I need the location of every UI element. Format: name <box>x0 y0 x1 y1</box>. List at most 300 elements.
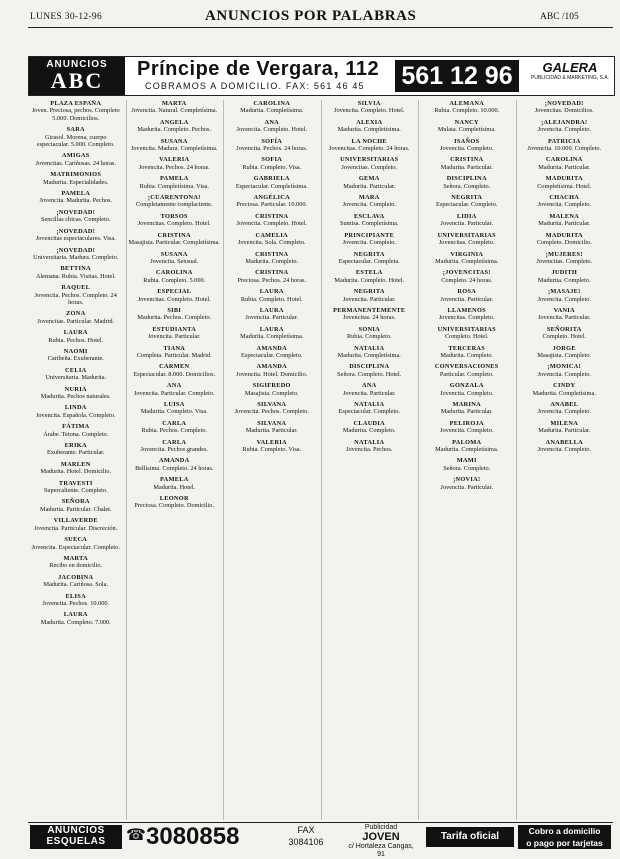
ad-heading: ¡ALEJANDRA! <box>541 118 588 126</box>
ad-body: Jovencita. Pechos. Completo. <box>234 408 309 416</box>
ad-heading: SEÑORA <box>61 498 90 506</box>
classified-ad <box>226 326 318 341</box>
galera-logo: GALERA PUBLICIDAD & MARKETING, S.A. <box>530 60 610 81</box>
ad-body: Madurita. Hotel. <box>153 483 196 491</box>
ad-body: Jovencitas. Particular. Madrid. <box>37 317 115 325</box>
classified-ad <box>226 156 318 171</box>
ad-body: Rubia. Completo. Visa. <box>242 163 302 171</box>
classified-ad <box>421 232 513 247</box>
classified-ad <box>324 439 416 454</box>
ad-body: Joven. Preciosa, pechos. Completo 5.000. Domicilios. <box>31 107 120 122</box>
classified-ad <box>30 461 122 476</box>
ad-heading: SOFÍA <box>261 137 283 145</box>
ad-body: Madurita. Particular. <box>343 182 396 190</box>
ad-heading: MARTA <box>63 554 89 562</box>
ad-heading: NEGRITA <box>451 194 483 202</box>
ad-body: Jovencitas. Completo. <box>341 163 398 171</box>
ad-body: Jovencitas. Completo. <box>438 314 495 322</box>
ad-heading: ¡NOVEDAD! <box>544 100 584 107</box>
classified-ad <box>421 457 513 472</box>
classified-ad <box>129 194 221 209</box>
ad-heading: PATRICIA <box>547 137 581 145</box>
classified-ad <box>30 536 122 551</box>
classified-ad <box>226 345 318 360</box>
classified-ad <box>519 138 611 153</box>
ad-heading: ESTELA <box>355 269 383 277</box>
classified-ad <box>421 194 513 209</box>
ad-column <box>516 100 613 820</box>
ad-body: Completo. Hotel. <box>444 333 489 341</box>
ad-heading: VILLAVERDE <box>53 517 98 525</box>
ad-heading: NATALIA <box>354 344 385 352</box>
ad-body: Madurita. Completísima. <box>337 126 401 134</box>
ad-body: Madurita. Completísima. <box>240 333 304 341</box>
ad-heading: TRAVESTI <box>58 479 93 487</box>
ad-heading: SIBI <box>167 306 182 314</box>
classified-ad <box>519 420 611 435</box>
ad-column <box>126 100 223 820</box>
classified-ad <box>421 175 513 190</box>
classified-ad <box>129 288 221 303</box>
ad-heading: CARLA <box>162 419 187 427</box>
ad-body: Jovencita. Particular. <box>440 220 494 228</box>
classified-ad <box>421 363 513 378</box>
ad-body: Jovencitas. Completo. 24 horas. <box>329 145 410 153</box>
ad-body: Señora. Completo. <box>443 182 491 190</box>
classified-ad <box>226 288 318 303</box>
ad-heading: MARINA <box>452 401 481 408</box>
ad-heading: CONVERSACIONES <box>434 363 499 371</box>
classified-ad <box>129 138 221 153</box>
telephone-icon: ☎ <box>126 827 146 844</box>
ad-heading: UNIVERSITARIAS <box>340 156 399 164</box>
classified-ad <box>30 611 122 626</box>
ad-body: Rubia. Completo. Hotel. <box>240 295 303 303</box>
classified-ad <box>519 382 611 397</box>
classified-ad <box>226 420 318 435</box>
classified-ad <box>324 401 416 416</box>
page-header <box>0 0 620 30</box>
ad-body: Completo. Hotel. <box>542 333 587 341</box>
ad-heading: ZONA <box>66 310 86 318</box>
classified-ad <box>129 476 221 491</box>
ad-body: Madurita. Completísima. <box>532 389 596 397</box>
ad-heading: LAURA <box>259 306 284 314</box>
ad-heading: SILVANA <box>257 401 287 408</box>
ad-body: Jovencita. Pechos. Completo. 24 horas. <box>34 291 117 306</box>
classified-ad <box>30 404 122 419</box>
ad-heading: UNIVERSITARIAS <box>437 325 496 333</box>
classified-ad <box>421 213 513 228</box>
esquelas-box: ANUNCIOS ESQUELAS <box>30 825 122 849</box>
ad-body: Madurita. Especialidades. <box>43 178 109 186</box>
ad-heading: BETTINA <box>60 265 91 273</box>
classified-ad <box>519 119 611 134</box>
classified-ad <box>129 495 221 510</box>
ad-body: Madurita. Completo. <box>342 427 396 435</box>
ad-body: Preciosa. Completo. Domicilio. <box>134 502 215 510</box>
classified-ad <box>129 307 221 322</box>
ad-body: Jovencita. Completo. <box>342 239 396 247</box>
ad-body: Jovencitas. 24 horas. <box>343 314 396 322</box>
ad-body: Jovencita. Pechos. 24 horas. <box>138 163 210 171</box>
ad-heading: PAMELA <box>159 476 189 484</box>
ad-heading: ¡CUARENTONA! <box>147 194 201 202</box>
ad-body: Madurita. Completo. Visa. <box>140 408 208 416</box>
classified-ad <box>30 126 122 148</box>
classified-ad <box>30 367 122 382</box>
ad-heading: LEONOR <box>159 495 189 503</box>
ad-body: Jovencita. Hotel. Domicilio. <box>236 370 308 378</box>
classified-ad <box>519 288 611 303</box>
ad-body: Rubia. Completo. Visa. <box>242 446 302 454</box>
page-number: ABC /105 <box>540 12 579 22</box>
ad-heading: CRISTINA <box>255 269 289 277</box>
ad-heading: FÁTIMA <box>62 423 90 431</box>
ad-body: Jovencitas. Completo. Hotel. <box>137 220 211 228</box>
footer-phone: 3080858 <box>146 823 240 850</box>
ad-heading: ¡NOVEDAD! <box>56 227 96 235</box>
ad-body: Jovencita. Sensual. <box>150 257 199 265</box>
ad-heading: ESPECIAL <box>157 288 192 296</box>
ad-body: Completo. Domicilio. <box>536 239 592 247</box>
classified-ad <box>226 307 318 322</box>
ad-body: Universitaria. Madura. Completo. <box>33 253 119 261</box>
ad-heading: LLAMENOS <box>447 306 486 314</box>
ad-body: Madurita. Hotel. Domicilio. <box>40 468 111 476</box>
ad-heading: DISCIPLINA <box>446 175 487 183</box>
classified-ad <box>30 348 122 363</box>
ad-heading: NATALIA <box>354 438 385 446</box>
ad-body: Rubia. Pechos. Completo. <box>141 427 208 435</box>
ad-heading: MAMI <box>456 457 477 465</box>
ad-heading: LAURA <box>63 329 88 337</box>
classified-ad <box>226 100 318 115</box>
ad-body: Jovencita. Completo. Hotel. <box>236 220 307 228</box>
ad-body: Completamente complaciente. <box>135 201 213 209</box>
issue-date: LUNES 30-12-96 <box>30 12 103 22</box>
ad-heading: NURIA <box>64 385 87 393</box>
office-subline: COBRAMOS A DOMICILIO. FAX: 561 46 45 <box>145 81 365 91</box>
ad-body: Bellísima. Completo. 24 horas. <box>135 464 214 472</box>
ad-heading: ANABEL <box>550 401 579 408</box>
ad-body: Jovencita. Pechos grandes. <box>140 446 208 454</box>
ad-body: Jovencita. Completo. <box>440 427 494 435</box>
classified-ad <box>324 251 416 266</box>
ad-body: Universitaria. Madurita. <box>45 374 107 382</box>
ad-body: Madurita. Completísima. <box>240 107 304 115</box>
classified-ad <box>30 593 122 608</box>
ad-body: Madurita. Completo. <box>537 276 591 284</box>
ad-column <box>321 100 418 820</box>
ad-body: Girasol. Morena, cuerpo espectacular. 5.000. Completo. <box>36 133 115 149</box>
classified-ad <box>30 228 122 243</box>
ad-body: Madurita. Pechos naturales. <box>40 393 111 400</box>
ad-heading: SIGIFREDO <box>252 382 291 390</box>
ad-body: Madurita. Completo. <box>245 257 299 265</box>
ad-heading: SUSANA <box>160 250 188 258</box>
ad-body: Jovencita. Española. Completo. <box>35 411 116 419</box>
classified-ad <box>226 175 318 190</box>
classified-ad <box>324 345 416 360</box>
ad-heading: LINDA <box>64 404 87 412</box>
ad-body: Jovencitas. Completo. <box>438 239 495 247</box>
ad-heading: ELISA <box>65 592 86 600</box>
classified-ad <box>129 251 221 266</box>
ad-heading: GEMA <box>358 175 380 183</box>
classified-ad <box>519 326 611 341</box>
ad-heading: MADURITA <box>545 231 583 239</box>
classified-ad <box>30 190 122 205</box>
ad-body: Jovencita. Pechos. 10.000. <box>42 599 110 607</box>
classified-ad <box>421 382 513 397</box>
ad-heading: ROSA <box>457 288 477 296</box>
classified-ad <box>421 269 513 284</box>
classified-ad <box>129 119 221 134</box>
classified-ad <box>324 420 416 435</box>
ad-column <box>418 100 515 820</box>
classified-ad <box>324 232 416 247</box>
ad-body: Jovencita. Particular. Discreción. <box>34 524 118 532</box>
classified-ad <box>421 251 513 266</box>
ad-heading: JUDITH <box>551 269 578 277</box>
ad-body: Espectacular. Completa. <box>338 257 400 265</box>
classified-ad <box>324 326 416 341</box>
classified-ad <box>30 498 122 513</box>
ad-heading: VANIA <box>553 306 575 314</box>
classified-ad <box>226 213 318 228</box>
ad-heading: JORGE <box>552 344 576 352</box>
ad-body: Sencillas chicas. Completo. <box>40 216 111 224</box>
ad-body: Jovencita. Natural. Completísima. <box>131 107 218 115</box>
ad-heading: MATRIMONIOS <box>50 171 102 179</box>
classified-ad <box>129 269 221 284</box>
classified-ad <box>421 401 513 416</box>
ad-heading: CRISTINA <box>255 212 289 220</box>
ad-body: Señora. Completo. Hotel. <box>337 370 402 378</box>
ad-body: Madurita. Completo. <box>440 351 494 359</box>
ad-body: Madurita. Particular. Chalet. <box>39 505 112 513</box>
ad-body: Sumisa. Completísima. <box>339 220 399 228</box>
classified-ad <box>226 119 318 134</box>
ad-heading: LIDIA <box>456 212 477 220</box>
classified-ad <box>30 442 122 457</box>
classified-ad <box>226 194 318 209</box>
ad-heading: ALEXIA <box>356 118 383 126</box>
ad-heading: PELIROJA <box>449 419 484 427</box>
page-footer <box>28 822 613 858</box>
ad-heading: LAURA <box>259 325 284 333</box>
header-rule <box>28 27 613 28</box>
ad-body: Jovencita. Completo. <box>537 295 591 303</box>
cobro-domicilio: Cobro a domicilio o pago por tarjetas <box>518 825 611 849</box>
classified-ad <box>226 439 318 454</box>
ad-heading: TORSOS <box>160 212 188 220</box>
ad-heading: ESCLAVA <box>353 212 385 220</box>
classified-ad <box>30 517 122 532</box>
ad-body: Completísima. Hotel. <box>537 182 592 190</box>
classified-ad <box>30 265 122 280</box>
classified-ad <box>129 175 221 190</box>
classified-ad <box>129 213 221 228</box>
ad-heading: MALENA <box>549 212 580 220</box>
ad-body: Supercaliente. Completo. <box>43 487 108 495</box>
classified-ad <box>30 574 122 589</box>
publicidad-joven: Publicidad JOVEN c/ Hortaleza Cangas, 91 <box>348 824 414 858</box>
ad-heading: ¡MONICA! <box>547 363 582 371</box>
ad-heading: GABRIELA <box>253 175 290 183</box>
ad-body: Masajista. Particular. Completísima. <box>128 239 220 247</box>
ad-heading: PALOMA <box>452 438 482 446</box>
ad-body: Madurita. Completísima. <box>435 257 499 265</box>
ad-heading: PAMELA <box>159 175 189 183</box>
classified-ad <box>519 156 611 171</box>
classified-ad <box>129 345 221 360</box>
classified-ad <box>324 269 416 284</box>
ad-body: Rubia. Completo. 5.000. <box>143 276 206 284</box>
classified-ad <box>324 307 416 322</box>
ad-heading: CARLA <box>162 438 187 446</box>
classified-ad <box>421 156 513 171</box>
ad-body: Particular. Completo. <box>439 370 494 378</box>
ad-heading: CAROLINA <box>253 100 291 107</box>
classified-ad <box>324 100 416 115</box>
classified-ad <box>226 363 318 378</box>
ad-body: Señora. Completo. <box>443 464 491 472</box>
ad-heading: CAMELIA <box>255 231 289 239</box>
ad-heading: CLAUDIA <box>353 419 385 427</box>
classified-ad <box>421 100 513 115</box>
classified-ad <box>421 288 513 303</box>
classified-ad <box>519 175 611 190</box>
ad-body: Jovencitas. Completo. <box>536 257 593 265</box>
classified-ad <box>30 152 122 167</box>
ad-body: Recibo en domicilio. <box>49 562 103 570</box>
ad-body: Madurita. Pechos. Completo. <box>137 314 212 322</box>
ad-body: Jovencita. Completo. <box>440 145 494 153</box>
ad-body: Jovencita. Particular. <box>537 314 591 322</box>
ad-heading: GONZALA <box>449 382 484 390</box>
ad-heading: PAMELA <box>61 190 91 198</box>
classified-ad <box>129 457 221 472</box>
ad-heading: DISCIPLINA <box>349 363 390 371</box>
ad-body: Madurita. Completo. Pechos. <box>137 126 212 134</box>
ad-heading: ANGÉLICA <box>253 194 290 202</box>
ad-body: Espectacular. Completo. <box>338 408 400 416</box>
classified-ad <box>421 138 513 153</box>
ad-heading: ¡JOVENCITAS! <box>442 269 491 277</box>
classified-ad <box>519 363 611 378</box>
ad-heading: NAOMI <box>63 347 88 355</box>
ad-heading: AMANDA <box>159 457 190 465</box>
ad-heading: SOFIA <box>261 156 283 164</box>
ad-heading: SONIA <box>358 325 380 333</box>
ad-heading: ANGELA <box>159 118 189 126</box>
abc-logo: ANUNCIOS ABC <box>29 57 125 95</box>
classified-ad <box>421 345 513 360</box>
ad-body: Alemana. Rubia. Visitas. Hotel. <box>35 272 116 280</box>
ad-heading: ¡NOVIA! <box>453 476 481 484</box>
ad-body: Jovencita. Particular. <box>245 314 299 322</box>
classified-ad <box>129 100 221 115</box>
ad-body: Jovencitas. Cariñosas. 24 horas. <box>35 159 116 167</box>
ad-body: Madurita. Particular. <box>538 427 591 435</box>
ad-body: Jovencita. Completo. Hotel. <box>236 126 307 134</box>
ad-heading: CAROLINA <box>545 156 583 164</box>
classified-ad <box>324 213 416 228</box>
ad-heading: PERMANENTEMENTE <box>333 306 406 314</box>
ad-heading: CINDY <box>553 382 576 390</box>
ad-body: Madurita. Particular. <box>538 220 591 228</box>
ad-body: Completo. 24 horas. <box>441 276 493 284</box>
classified-ad <box>519 401 611 416</box>
ad-body: Jovencita. Particular. <box>147 333 201 341</box>
advertising-banner <box>28 56 615 96</box>
ad-heading: CELIA <box>65 366 87 374</box>
classified-ad <box>324 363 416 378</box>
ad-heading: SARA <box>66 126 85 134</box>
office-phone: 561 12 96 <box>395 60 519 92</box>
ad-heading: CARMEN <box>159 363 190 371</box>
ad-heading: MARLEN <box>60 460 91 468</box>
ad-heading: AMIGAS <box>61 152 90 160</box>
classified-ad <box>519 307 611 322</box>
ad-body: Preciosa. Particular. 10.000. <box>236 201 308 209</box>
ad-body: Jovencita. Completo. <box>440 389 494 397</box>
ad-heading: CHACHA <box>549 194 580 202</box>
classified-ad <box>226 251 318 266</box>
ad-body: Madurita. Completísima. <box>435 446 499 454</box>
ad-heading: ¡MUJERES! <box>545 250 583 258</box>
classified-ad <box>519 232 611 247</box>
classified-ad <box>324 194 416 209</box>
ad-body: Espectacular. Completo. <box>241 351 303 359</box>
ad-heading: NEGRITA <box>353 288 385 296</box>
ad-body: Jovencita. Particular. <box>342 295 396 303</box>
classified-columns <box>28 100 613 820</box>
ad-heading: TERCERAS <box>448 344 486 352</box>
ad-heading: NEGRITA <box>353 250 385 258</box>
ad-body: Jovencita. Completo. Hotel. <box>334 107 405 115</box>
ad-heading: ¡NOVEDAD! <box>56 246 96 254</box>
ad-body: Masajista. Completo. <box>537 351 592 359</box>
classified-ad <box>421 119 513 134</box>
classified-ad <box>30 310 122 325</box>
ad-heading: NANCY <box>454 118 479 126</box>
ad-body: Espectacular. 8.000. Domicilios. <box>133 370 216 378</box>
tarifa-oficial: Tarifa oficial <box>426 827 514 847</box>
classified-ad <box>129 156 221 171</box>
ad-body: Espectacular. Completísima. <box>235 182 308 190</box>
ad-body: Rubia. Completísima. Visa. <box>139 182 209 190</box>
ad-heading: LAURA <box>63 611 88 619</box>
ad-body: Jovencitas. Completo. Hotel. <box>137 295 211 303</box>
ad-body: Jovencitas. Domicilios. <box>534 107 594 115</box>
classified-ad <box>421 439 513 454</box>
classified-ad <box>226 401 318 416</box>
ad-heading: CRISTINA <box>157 231 191 239</box>
ad-body: Madurita. Completo. Hotel. <box>334 276 405 284</box>
classified-ad <box>30 555 122 570</box>
ad-heading: ¡NOVEDAD! <box>56 208 96 216</box>
ad-body: Madurita. Particular. <box>245 427 298 435</box>
ad-heading: CRISTINA <box>255 250 289 258</box>
ad-heading: ANABELLA <box>545 438 583 446</box>
ad-body: Madurita. Cariñosa. Sola. <box>43 581 109 589</box>
ad-heading: ISAÑOS <box>454 137 480 145</box>
ad-body: Madurita. Completísima. <box>337 351 401 359</box>
ad-body: Jovencita. Particular. <box>342 389 396 397</box>
